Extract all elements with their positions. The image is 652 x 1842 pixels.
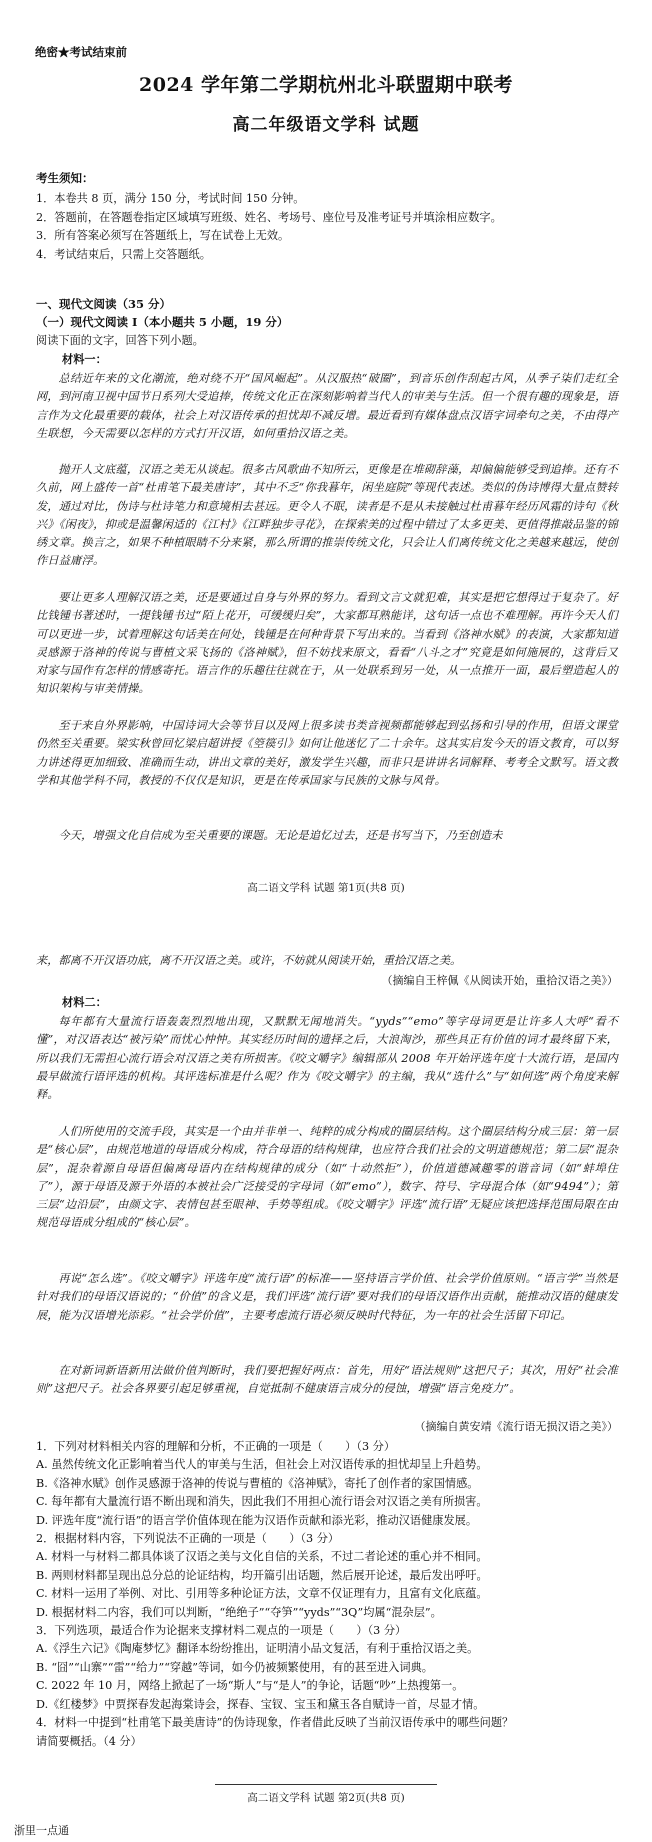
option-1b: B.《洛神水赋》创作灵感源于洛神的传说与曹植的《洛神赋》，寄托了创作者的家国情感。	[36, 1476, 479, 1490]
material-1-paragraph: 要让更多人理解汉语之美，还是要通过自身与外界的努力。看到文言文就犯难，其实是把它想得过于复杂了。好比钱锺书著述时，一提钱锺书过“陌上花开，可缓缓归矣”，大家都耳熟能详，这句话一点也不难理解。再许今天人们可以更进一步，试着理解这句话美在何处，钱锺是在何种背景下写出来的。当看到《洛神水赋》的表演，大家都知道灵感源于洛神的传说与曹植文采飞扬的《洛神赋》，但不妨找来原文，看看“八斗之才”究竟是如何施展的，这背后又对家与国作有怎样的情感寄托。语言作的乐趣往往就在于，从一处联系到另一处，从一点推开一面，最后塑造起人的知识架构与审美情操。	[36, 591, 618, 696]
material-2-paragraph: 再说“怎么选”。《咬文嚼字》评选年度“流行语”的标准——坚持语言学价值、社会学价值原则。“语言学”当然是针对我们的母语汉语说的；“价值”的含义是，我们评选“流行语”要对我们的母语汉语作出贡献，能推动汉语的健康发展，能为汉语增光添彩。“社会学价值”，主要考虑流行语必须反映时代特征，为一年的社会生活留下印记。	[36, 1272, 618, 1322]
exam-page-2	[0, 952, 652, 1842]
exam-subtitle: 高二年级语文学科 试题	[232, 115, 420, 135]
option-3d: D.《红楼梦》中贾探春发起海棠诗会，探春、宝钗、宝玉和黛玉各自赋诗一首，尽显才情。	[36, 1697, 485, 1711]
notice-list	[36, 190, 618, 264]
material-1-paragraph: 总结近年来的文化潮流，绝对绕不开“国风崛起”。从汉服热“破圈”，到音乐创作刮起古风，从季子柒们走红全网，到河南卫视中国节日系列大受追捧，传统文化正在深刻影响着当代人的审美与生活。但一个很有趣的现象是，语言作为文化最重要的载体，社会上对汉语传承的担忧却不减反增。最近看到有媒体盘点汉语字词牵句之美，不由得产生联想，今天需要以怎样的方式打开汉语，如何重拾汉语之美。	[36, 372, 618, 440]
option-1c: C. 每年都有大量流行语不断出现和消失，因此我们不用担心流行语会对汉语之美有所损害。	[36, 1495, 488, 1509]
reading-instruction: 阅读下面的文字，回答下列小题。	[36, 334, 204, 347]
option-3a: A.《浮生六记》《陶庵梦忆》翻译本纷纷推出，证明清小品文复活，有利于重拾汉语之美。	[36, 1642, 479, 1656]
option-3b: B. “囧”“山寨”“雷”“给力”“穿越”等词，如今仍被频繁使用，有的甚至进入词典。	[36, 1660, 433, 1674]
material-2-paragraph: 在对新词新语新用法做价值判断时，我们要把握好两点：首先，用好“语法规则”这把尺子；其次，用好“社会准则”这把尺子。社会各界要引起足够重视，自觉抵制不健康语言成分的侵蚀，增强“语言免疫力”。	[36, 1364, 618, 1396]
exam-title: 2024 学年第二学期杭州北斗联盟期中联考	[139, 74, 513, 96]
notice-item: 2．答题前，在答题卷指定区域填写班级、姓名、考场号、座位号及准考证号并填涂相应数字。	[36, 210, 502, 224]
exam-page-1	[0, 0, 652, 920]
page-1-footer: 高二语文学科 试题 第1页(共8 页)	[247, 882, 405, 894]
option-3c: C. 2022 年 10 月，网络上掀起了一场“斯人”与“是人”的争论，话题“吵”上热搜第一。	[36, 1679, 464, 1693]
material-1-credit: （摘编自王梓佩《从阅读开始，重拾汉语之美》）	[381, 974, 618, 987]
material-2-paragraph: 每年都有大量流行语轰轰烈烈地出现，又默默无闻地消失。“yyds”“emo”等字母词更是让许多人大呼“看不懂”，对汉语表达“被污染”而忧心忡忡。其实经历时间的遗择之后，大浪淘沙，那些具正有价值的词才最终留下来，所以我们无需担心流行语会对汉语之美有所损害。《咬文嚼字》编辑部从 2008 年开始评选年度十大流行语，是国内最早做流行语评选的机构。其评选标准是什么呢？作为《咬文嚼字》的主编，我从“选什么”与“如何选”两个角度来解释。	[36, 1015, 618, 1102]
secret-label: 绝密★考试结束前	[35, 45, 127, 59]
material-1-paragraph: 抛开人文底蕴，汉语之美无从谈起。很多古风歌曲不知所云，更像是在堆砌辞藻，却偏偏能够受到追捧。还有不久前，网上盛传一首“杜甫笔下最美唐诗”，其中不乏“你我暮年，闲坐庭院”等现代表述。类似的伪诗博得大量点赞转发，通过对比，伪诗与杜诗笔力和意境相去甚远。更令人不眠，读者是不是从未接触过杜甫暮年经历风霜的诗句《秋兴》《闲夜》，抑或是温馨闲适的《江村》《江畔独步寻花》，在探索美的过程中错过了太多更美、更值得推敲品鉴的锦绣文章。换言之，如果不种植眼睛不分来紧，那么所谓的推崇传统文化，只会让人们离传统文化之美越来越远，使创作日益庸浮。	[36, 463, 618, 568]
notice-item: 1．本卷共 8 页，满分 150 分，考试时间 150 分钟。	[36, 192, 305, 205]
option-1a: A. 虽然传统文化正影响着当代人的审美与生活，但社会上对汉语传承的担忧却呈上升趋势。	[36, 1458, 488, 1472]
question-4-cont: 请简要概括。（4 分）	[36, 1734, 142, 1748]
option-2b: B. 两则材料都呈现出总分总的论证结构，均开篇引出话题，然后展开论述，最后发出呼吁。	[36, 1568, 488, 1582]
option-2a: A. 材料一与材料二都具体谈了汉语之美与文化自信的关系，不过二者论述的重心并不相同。	[36, 1550, 488, 1564]
question-3: 3．下列选项，最适合作为论据来支撑材料二观点的一项是（ ）（3 分）	[36, 1624, 407, 1638]
question-2: 2．根据材料内容，下列说法不正确的一项是（ ）（3 分）	[36, 1532, 340, 1546]
material-2-paragraph: 人们所使用的交流手段，其实是一个由并非单一、纯粹的成分构成的圈层结构。这个圈层结构分成三层：第一层是“核心层”，由规范地道的母语成分构成，符合母语的结构规律，也应符合我们社会的文明道德规范；第二层“混杂层”，混杂着源自母语但偏离母语内在结构规律的成分（如“十动然拒”），价值道德减趣零的谐音词（如“蚌埠住了”），源于母语及源于外语的本被社会广泛接受的字母词（如“emo”），数字、符号、字母混合体（如“9494”）；第三层“边沿层”，由颜文字、表情包甚至眼神、手势等组成。《咬文嚼字》评选“流行语”无疑应该把选择范围局限在由规范母语成分组成的“核心层”。	[36, 1125, 618, 1230]
material-1-paragraph: 今天，增强文化自信成为至关重要的课题。无论是追忆过去，还是书写当下，乃至创造未	[58, 829, 503, 842]
material-1-paragraph: 至于来自外界影响，中国诗词大会等节目以及网上很多读书类音视频都能够起到弘扬和引导的作用，但语文课堂仍然至关重要。梁实秋曾回忆梁启超讲授《箜篌引》如何让他迷忆了二十余年。这其实启发今天的语文教育，可以努力讲述得更加细致、准确而生动，讲出文章的美好，激发学生兴趣，而非只是讲讲名词解释、考考全文默写。语文教学和其他学科不同，教授的不仅仅是知识，更是在传承国家与民族的文脉与风骨。	[36, 719, 618, 787]
section-heading: 一、现代文阅读（35 分）	[36, 297, 172, 311]
material-1-label: 材料一：	[62, 352, 107, 366]
question-1: 1．下列对材料相关内容的理解和分析，不正确的一项是（ ）（3 分）	[36, 1440, 396, 1453]
material-2-label: 材料二：	[62, 995, 107, 1009]
question-list	[36, 1438, 618, 1751]
material-1-continuation: 来，都离不开汉语功底，离不开汉语之美。或许，不妨就从阅读开始，重拾汉语之美。	[36, 954, 462, 967]
material-2-credit: （摘编自黄安靖《流行语无损汉语之美》）	[414, 1420, 618, 1433]
option-2d: D. 根据材料二内容，我们可以判断，“绝绝子”“夺笋”“yyds”“3Q”均属“混杂层”。	[36, 1605, 442, 1619]
option-2c: C. 材料一运用了举例、对比、引用等多种论证方法，文章不仅证理有力，且富有文化底蕴。	[36, 1587, 488, 1601]
brand-watermark: 浙里一点通	[14, 1824, 69, 1837]
option-1d: D. 评选年度“流行语”的语言学价值体现在能为汉语作贡献和添光彩，推动汉语健康发展。	[36, 1513, 478, 1527]
notice-heading: 考生须知：	[36, 171, 94, 185]
footer-divider	[215, 1784, 437, 1785]
notice-item: 3．所有答案必须写在答题纸上，写在试卷上无效。	[36, 229, 290, 242]
subsection-heading: （一）现代文阅读 I（本小题共 5 小题，19 分）	[36, 315, 289, 329]
page-2-footer: 高二语文学科 试题 第2页(共8 页)	[247, 1792, 405, 1804]
notice-item: 4．考试结束后，只需上交答题纸。	[36, 247, 211, 261]
question-4: 4．材料一中提到“杜甫笔下最美唐诗”的伪诗现象，作者借此反映了当前汉语传承中的哪些问题？	[36, 1716, 514, 1730]
